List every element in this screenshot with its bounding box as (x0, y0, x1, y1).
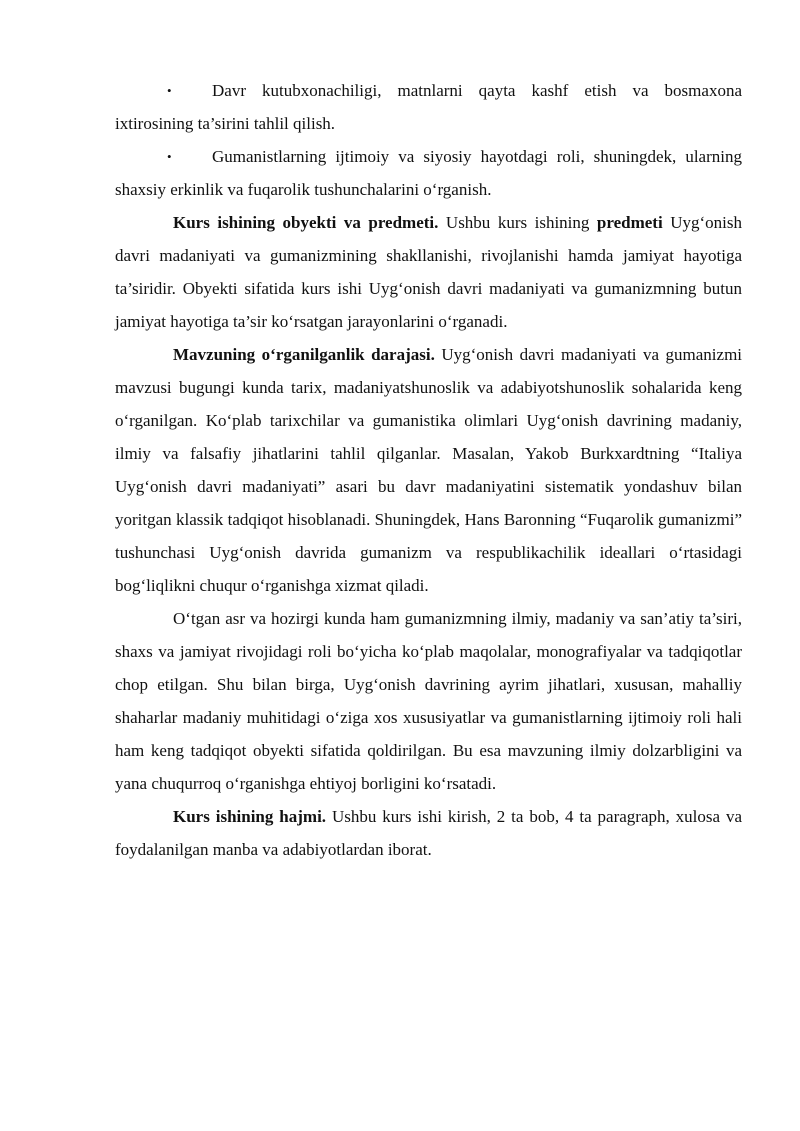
paragraph-heading: Kurs ishining obyekti va predmeti. (173, 213, 439, 232)
paragraph-study-degree (115, 338, 742, 602)
paragraph-object-subject (115, 206, 742, 338)
paragraph-heading: Mavzuning o‘rganilganlik darajasi. (173, 345, 435, 364)
paragraph-volume (115, 800, 742, 866)
paragraph-text: Ushbu kurs ishi kirish, 2 ta bob, 4 ta paragraph, xulosa va foydalanilgan manba va adabiyotlardan iborat. (115, 807, 742, 859)
bold-term: predmeti (596, 213, 663, 232)
paragraph-relevance (115, 602, 742, 800)
bullet-text: Gumanistlarning ijtimoiy va siyosiy hayotdagi roli, shuningdek, ularning shaxsiy erkinlik va fuqarolik tushunchalarini o‘rganish. (115, 147, 742, 199)
bullet-item-humanists (115, 140, 742, 206)
bullet-icon: • (167, 149, 172, 164)
document-page (115, 74, 742, 866)
paragraph-heading: Kurs ishining hajmi. (173, 807, 327, 826)
bullet-icon: • (167, 83, 172, 98)
bullet-item-library (115, 74, 742, 140)
paragraph-text: Ushbu kurs ishining (438, 213, 597, 232)
paragraph-text: Uyg‘onish davri madaniyati va gumanizmi mavzusi bugungi kunda tarix, madaniyatshunoslik va adabiyotshunoslik sohalarida keng o‘rganilgan. Ko‘plab tarixchilar va gumanistika olimlari Uyg‘onish davrining madaniy, ilmiy va falsafiy jihatlarini tahlil qilganlar. Masalan, Yakob Burkxardtning “Italiya Uyg‘onish davri madaniyati” asari bu davr madaniyatini sistematik yondashuv bilan yoritgan klassik tadqiqot hisoblanadi. Shuningdek, Hans Baronning “Fuqarolik gumanizmi” tushunchasi Uyg‘onish davrida gumanizm va respublikachilik ideallari o‘rtasidagi bog‘liqlikni chuqur o‘rganishga xizmat qiladi. (115, 345, 743, 595)
paragraph-text: O‘tgan asr va hozirgi kunda ham gumanizmning ilmiy, madaniy va san’atiy ta’siri, shaxs va jamiyat rivojidagi roli bo‘yicha ko‘plab maqolalar, monografiyalar va tadqiqotlar chop etilgan. Shu bilan birga, Uyg‘onish davrining ayrim jihatlari, xususan, mahalliy shaharlar madaniy muhitidagi o‘ziga xos xususiyatlar va gumanistlarning ijtimoiy roli hali ham keng tadqiqot obyekti sifatida qoldirilgan. Bu esa mavzuning ilmiy dolzarbligini va yana chuqurroq o‘rganishga ehtiyoj borligini ko‘rsatadi. (115, 609, 742, 793)
bullet-text: Davr kutubxonachiligi, matnlarni qayta kashf etish va bosmaxona ixtirosining ta’sirini tahlil qilish. (115, 81, 742, 133)
paragraph-text: Uyg‘onish davri madaniyati va gumanizmining shakllanishi, rivojlanishi hamda jamiyat hayotiga ta’siridir. Obyekti sifatida kurs ishi Uyg‘onish davri madaniyati va gumanizmning butun jamiyat hayotiga ta’sir ko‘rsatgan jarayonlarini o‘rganadi. (115, 213, 742, 331)
